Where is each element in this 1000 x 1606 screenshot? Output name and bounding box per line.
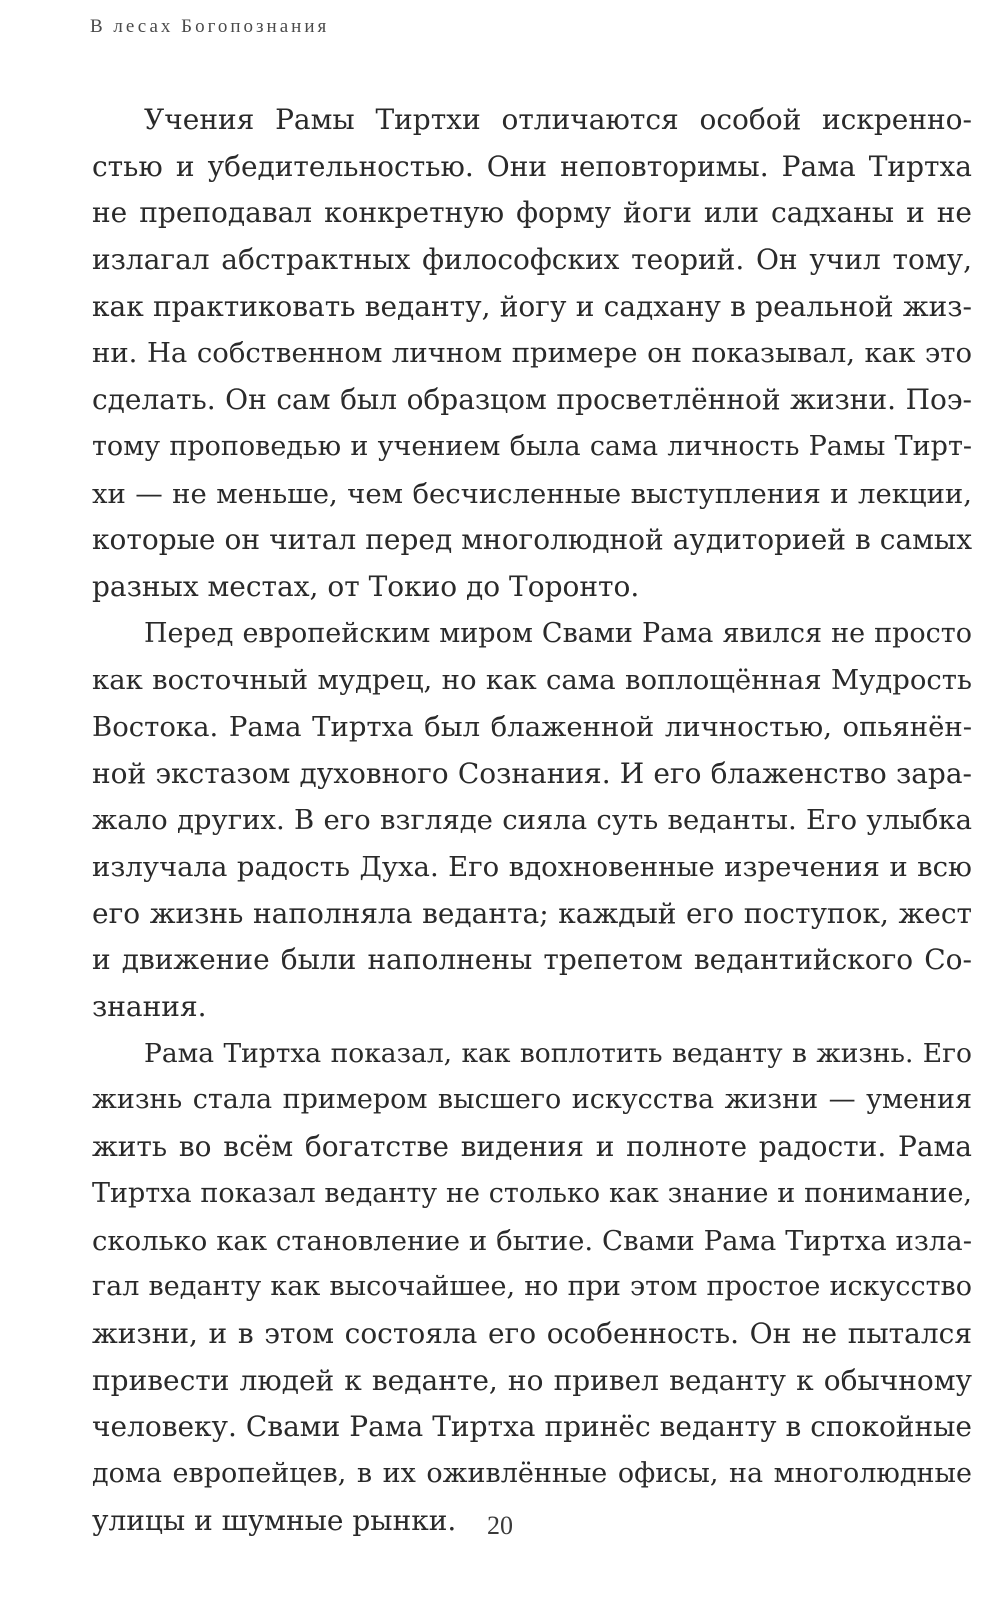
text-line: ной экстазом духовного Сознания. И его блаженство зара- <box>92 756 972 790</box>
text-line: разных местах, от Токио до Торонто. <box>92 569 640 603</box>
text-line: Рама Тиртха показал, как воплотить веданту в жизнь. Его <box>144 1037 972 1069</box>
text-line: жало других. В его взгляде сияла суть веданты. Его улыбка <box>92 804 972 837</box>
running-head: В лесах Богопознания <box>90 16 330 37</box>
text-line: его жизнь наполняла веданта; каждый его поступок, жест <box>92 896 972 930</box>
text-line: сделать. Он сам был образцом просветлённой жизни. Поэ- <box>92 383 972 417</box>
text-line: Учения Рамы Тиртхи отличаются особой искренно- <box>144 103 972 136</box>
text-line: Тиртха показал веданту не столько как знание и понимание, <box>92 1177 972 1209</box>
paragraph-3 <box>92 1031 972 1545</box>
text-line: не преподавал конкретную форму йоги или садханы и не <box>92 196 972 230</box>
text-line: сколько как становление и бытие. Свами Рама Тиртха изла- <box>92 1224 972 1257</box>
text-line: хи — не меньше, чем бесчисленные выступления и лекции, <box>92 477 972 510</box>
text-line: стью и убедительностью. Они неповторимы. Рама Тиртха <box>92 149 972 183</box>
text-line: привести людей к веданте, но привел веданту к обычному <box>92 1363 972 1397</box>
text-line: как восточный мудрец, но как сама воплощённая Мудрость <box>92 664 972 697</box>
paragraph-1 <box>92 97 972 611</box>
text-line: Востока. Рама Тиртха был блаженной личностью, опьянён- <box>92 710 972 743</box>
text-line: улицы и шумные рынки. <box>92 1503 457 1537</box>
text-line: ни. На собственном личном примере он показывал, как это <box>92 337 972 370</box>
text-line: жизни, и в этом состояла его особенность. Он не пытался <box>92 1316 972 1350</box>
text-line: как практиковать веданту, йогу и садхану в реальной жиз- <box>92 289 972 323</box>
paragraph-2 <box>92 611 972 1031</box>
text-line: гал веданту как высочайшее, но при этом простое искусство <box>92 1271 972 1303</box>
text-line: человеку. Свами Рама Тиртха принёс веданту в спокойные <box>92 1410 972 1444</box>
text-line: жизнь стала примером высшего искусства жизни — умения <box>92 1084 972 1116</box>
text-line: тому проповедью и учением была сама личность Рамы Тирт- <box>92 430 972 462</box>
text-line: Перед европейским миром Свами Рама явился не просто <box>144 617 972 649</box>
text-line: дома европейцев, в их оживлённые офисы, на многолюдные <box>92 1457 972 1489</box>
page-number: 20 <box>487 1511 513 1540</box>
text-line: излучала радость Духа. Его вдохновенные изречения и всю <box>92 851 972 883</box>
body-text <box>92 97 972 1544</box>
text-line: которые он читал перед многолюдной аудиторией в самых <box>92 523 972 557</box>
text-line: жить во всём богатстве видения и полноте радости. Рама <box>92 1130 972 1164</box>
text-line: знания. <box>92 990 207 1024</box>
text-line: излагал абстрактных философских теорий. Он учил тому, <box>92 243 972 277</box>
text-line: и движение были наполнены трепетом ведантийского Со- <box>92 943 972 977</box>
